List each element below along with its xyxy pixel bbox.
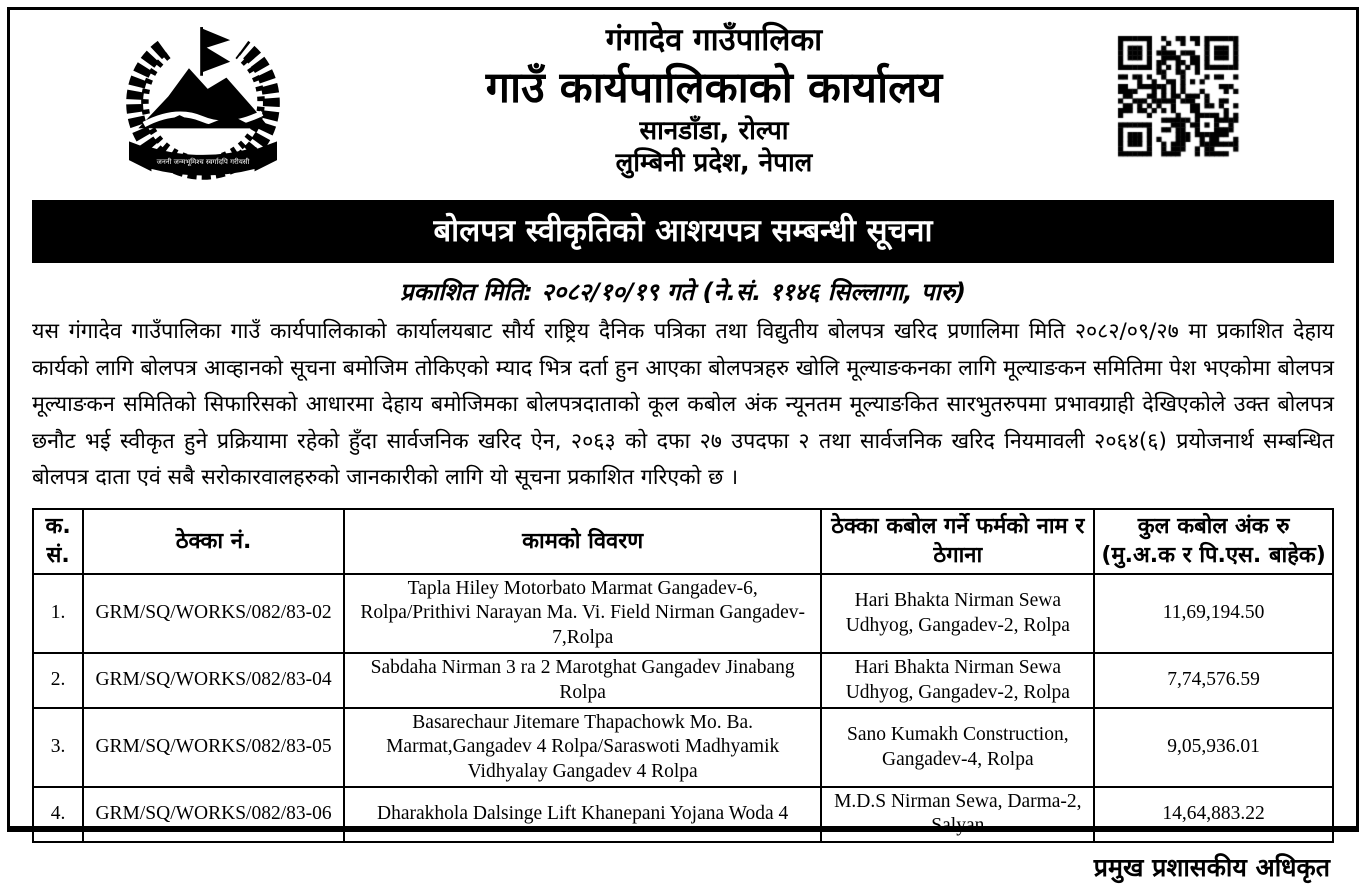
nepal-government-emblem-icon [114,20,292,184]
col-header-amount: कुल कबोल अंक रु (मु.अ.क र पि.एस. बाहेक) [1094,509,1333,574]
cell-contract-no: GRM/SQ/WORKS/082/83-04 [83,653,344,708]
cell-work-description: Tapla Hiley Motorbato Marmat Gangadev-6, Rolpa/Prithivi Narayan Ma. Vi. Field Nirman Gangadev-7,Rolpa [344,574,821,653]
emblem-container [32,20,312,188]
cell-work-description: Sabdaha Nirman 3 ra 2 Marotghat Gangadev Jinabang Rolpa [344,653,821,708]
office-title: गाउँ कार्यपालिकाको कार्यालय [485,62,943,113]
cell-work-description: Basarechaur Jitemare Thapachowk Mo. Ba. Marmat,Gangadev 4 Rolpa/Saraswoti Madhyamik Vidhyalay Gangadev 4 Rolpa [344,708,821,787]
signature-title: प्रमुख प्रशासकीय अधिकृत [1093,852,1330,882]
notice-title-banner: बोलपत्र स्वीकृतिको आशयपत्र सम्बन्धी सूचना [32,200,1334,263]
municipality-name: गंगादेव गाउँपालिका [605,22,823,58]
table-row [33,787,1333,842]
document-header [32,20,1334,192]
cell-amount: 7,74,576.59 [1094,653,1333,708]
table-row [33,574,1333,653]
cell-firm: Sano Kumakh Construction, Gangadev-4, Rolpa [821,708,1094,787]
cell-amount: 11,69,194.50 [1094,574,1333,653]
cell-amount: 14,64,883.22 [1094,787,1333,842]
emblem-motto-text: जननी जन्मभूमिश्च स्वर्गादपि गरीयसी [156,156,250,166]
tender-table [32,508,1334,843]
table-row [33,708,1333,787]
cell-firm: M.D.S Nirman Sewa, Darma-2, Salyan [821,787,1094,842]
col-header-contract-no: ठेक्का नं. [83,509,344,574]
notice-body-paragraph: यस गंगादेव गाउँपालिका गाउँ कार्यपालिकाको कार्यालयबाट सौर्य राष्ट्रिय दैनिक पत्रिका तथा विद्युतीय बोलपत्र खरिद प्रणालिमा मिति २०८२/०९/२७ मा प्रकाशित देहाय कार्यको लागि बोलपत्र आव्हानको सूचना बमोजिम तोकिएको म्याद भित्र दर्ता हुन आएका बोलपत्रहरु खोलि मूल्याङकनका लागि मूल्याङकन समितिमा पेश भएकोमा बोलपत्र मूल्याङकन समितिको सिफारिसको आधारमा देहाय बमोजिमका बोलपत्रदाताको कूल कबोल अंक न्यूनतम मूल्याङकित सारभुतरुपमा प्रभावग्राही देखिएकोले उक्त बोलपत्र छनौट भई स्वीकृत हुने प्रक्रियामा रहेको हुँदा सार्वजनिक खरिद ऐन, २०६३ को दफा २७ उपदफा २ तथा सार्वजनिक खरिद नियमावली २०६४(६) प्रयोजनार्थ सम्बन्धित बोलपत्र दाता एवं सबै सरोकारवालहरुको जानकारीको लागि यो सूचना प्रकाशित गरिएको छ । [32,319,1334,491]
cell-firm: Hari Bhakta Nirman Sewa Udhyog, Gangadev-2, Rolpa [821,653,1094,708]
cell-contract-no: GRM/SQ/WORKS/082/83-06 [83,787,344,842]
office-title-block [312,20,1116,180]
table-header-row [33,509,1333,574]
cell-sn: 3. [33,708,83,787]
cell-contract-no: GRM/SQ/WORKS/082/83-05 [83,708,344,787]
cell-firm: Hari Bhakta Nirman Sewa Udhyog, Gangadev-2, Rolpa [821,574,1094,653]
notice-document [7,7,1359,882]
cell-amount: 9,05,936.01 [1094,708,1333,787]
cell-sn: 1. [33,574,83,653]
cell-sn: 2. [33,653,83,708]
office-province: लुम्बिनी प्रदेश, नेपाल [615,147,813,178]
cell-contract-no: GRM/SQ/WORKS/082/83-02 [83,574,344,653]
table-row [33,653,1333,708]
col-header-sn: क. सं. [33,509,83,574]
publication-date-line: प्रकाशित मिति: २०८२/१०/१९ गते (ने.सं. ११४६ सिल्लागा, पारु) [399,278,967,306]
cell-work-description: Dharakhola Dalsinge Lift Khanepani Yojana Woda 4 [344,787,821,842]
cell-sn: 4. [33,787,83,842]
col-header-firm: ठेक्का कबोल गर्ने फर्मको नाम र ठेगाना [821,509,1094,574]
qr-container [1116,20,1334,158]
col-header-work-description: कामको विवरण [344,509,821,574]
office-address: सानडाँडा, रोल्पा [639,116,789,147]
qr-code [1116,34,1240,158]
